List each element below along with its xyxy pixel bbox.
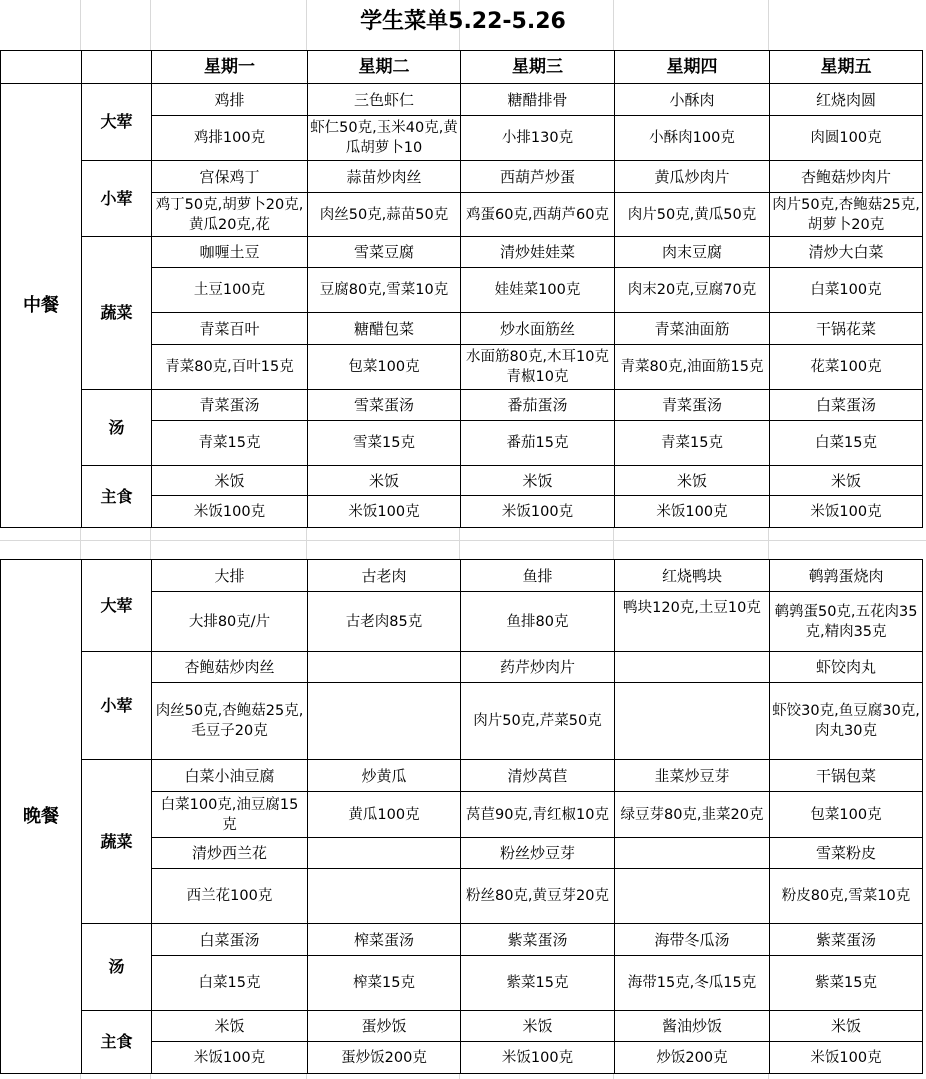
dish-amount: 鸡丁50克,胡萝卜20克,黄瓜20克,花	[152, 193, 308, 237]
dish-amount: 肉片50克,芹菜50克	[461, 683, 615, 760]
dish-name: 雪菜蛋汤	[308, 390, 461, 421]
blank-cell	[1, 51, 82, 84]
dish-name: 鱼排	[461, 560, 615, 592]
dish-amount: 包菜100克	[308, 345, 461, 390]
dish-amount: 大排80克/片	[152, 592, 308, 652]
dish-amount: 米饭100克	[461, 496, 615, 528]
dish-name: 青菜油面筋	[615, 313, 770, 345]
day-header: 星期二	[308, 51, 461, 84]
dish-amount: 米饭100克	[461, 1042, 615, 1074]
dish-name: 糖醋排骨	[461, 84, 615, 116]
dish-amount: 花菜100克	[770, 345, 923, 390]
dish-name: 青菜蛋汤	[615, 390, 770, 421]
category-label: 大荤	[82, 84, 152, 161]
table-row	[1, 652, 923, 683]
table-row	[1, 760, 923, 792]
dish-amount: 番茄15克	[461, 421, 615, 466]
category-label: 小荤	[82, 652, 152, 760]
dish-amount: 青菜15克	[615, 421, 770, 466]
table-row	[1, 161, 923, 193]
dish-amount	[615, 683, 770, 760]
dish-name: 干锅花菜	[770, 313, 923, 345]
dish-name: 糖醋包菜	[308, 313, 461, 345]
dish-name	[308, 652, 461, 683]
dish-name: 番茄蛋汤	[461, 390, 615, 421]
dish-name: 米饭	[152, 466, 308, 496]
dish-amount: 肉丝50克,蒜苗50克	[308, 193, 461, 237]
dish-name: 米饭	[461, 466, 615, 496]
meal-label: 晚餐	[1, 560, 82, 1074]
lunch-menu-table	[0, 50, 923, 528]
dish-name: 清炒大白菜	[770, 237, 923, 268]
dish-name: 青菜百叶	[152, 313, 308, 345]
dish-name: 药芹炒肉片	[461, 652, 615, 683]
dish-name: 海带冬瓜汤	[615, 924, 770, 956]
dish-name: 白菜蛋汤	[770, 390, 923, 421]
dish-amount: 米饭100克	[770, 1042, 923, 1074]
dish-amount: 肉末20克,豆腐70克	[615, 268, 770, 313]
table-row	[1, 84, 923, 116]
dish-amount: 包菜100克	[770, 792, 923, 838]
dish-name: 米饭	[308, 466, 461, 496]
dish-amount: 青菜80克,油面筋15克	[615, 345, 770, 390]
dish-name: 咖喱土豆	[152, 237, 308, 268]
meal-label: 中餐	[1, 84, 82, 528]
dish-amount: 米饭100克	[615, 496, 770, 528]
dish-name: 青菜蛋汤	[152, 390, 308, 421]
dish-amount: 紫菜15克	[461, 956, 615, 1011]
table-row	[1, 466, 923, 496]
dish-name: 三色虾仁	[308, 84, 461, 116]
day-header: 星期五	[770, 51, 923, 84]
dish-name: 清炒娃娃菜	[461, 237, 615, 268]
dish-amount: 土豆100克	[152, 268, 308, 313]
dish-name: 白菜小油豆腐	[152, 760, 308, 792]
dish-amount: 肉片50克,黄瓜50克	[615, 193, 770, 237]
dish-amount: 莴苣90克,青红椒10克	[461, 792, 615, 838]
dish-amount: 娃娃菜100克	[461, 268, 615, 313]
category-label: 蔬菜	[82, 760, 152, 924]
dish-name: 杏鲍菇炒肉片	[770, 161, 923, 193]
dish-amount: 紫菜15克	[770, 956, 923, 1011]
dish-amount: 鸡排100克	[152, 116, 308, 161]
dish-amount: 水面筋80克,木耳10克青椒10克	[461, 345, 615, 390]
dish-amount: 虾饺30克,鱼豆腐30克,肉丸30克	[770, 683, 923, 760]
dish-name: 宫保鸡丁	[152, 161, 308, 193]
dish-amount: 古老肉85克	[308, 592, 461, 652]
page-title: 学生菜单5.22-5.26	[360, 9, 566, 34]
category-label: 主食	[82, 466, 152, 528]
dish-amount: 炒饭200克	[615, 1042, 770, 1074]
dish-name: 米饭	[770, 1011, 923, 1042]
dish-name: 炒水面筋丝	[461, 313, 615, 345]
day-header: 星期三	[461, 51, 615, 84]
dish-name: 清炒西兰花	[152, 838, 308, 869]
grid-line	[0, 540, 926, 541]
dish-name: 白菜蛋汤	[152, 924, 308, 956]
dish-name: 大排	[152, 560, 308, 592]
dish-name: 干锅包菜	[770, 760, 923, 792]
dish-amount: 绿豆芽80克,韭菜20克	[615, 792, 770, 838]
dish-name	[615, 652, 770, 683]
dish-amount	[308, 869, 461, 924]
dish-amount: 西兰花100克	[152, 869, 308, 924]
dish-name: 榨菜蛋汤	[308, 924, 461, 956]
header-row	[1, 51, 923, 84]
dish-name: 黄瓜炒肉片	[615, 161, 770, 193]
dish-amount: 黄瓜100克	[308, 792, 461, 838]
dish-name: 酱油炒饭	[615, 1011, 770, 1042]
dish-amount: 粉丝80克,黄豆芽20克	[461, 869, 615, 924]
dish-name: 肉末豆腐	[615, 237, 770, 268]
dish-name: 粉丝炒豆芽	[461, 838, 615, 869]
dish-name: 米饭	[770, 466, 923, 496]
table-row	[1, 560, 923, 592]
dish-name: 杏鲍菇炒肉丝	[152, 652, 308, 683]
dish-amount: 榨菜15克	[308, 956, 461, 1011]
dish-amount: 青菜80克,百叶15克	[152, 345, 308, 390]
dish-name: 清炒莴苣	[461, 760, 615, 792]
dish-amount: 米饭100克	[152, 1042, 308, 1074]
dish-amount: 鸡蛋60克,西葫芦60克	[461, 193, 615, 237]
dish-name: 红烧鸭块	[615, 560, 770, 592]
category-label: 大荤	[82, 560, 152, 652]
dish-amount: 白菜100克	[770, 268, 923, 313]
dish-amount: 雪菜15克	[308, 421, 461, 466]
table-row	[1, 237, 923, 268]
dish-amount	[308, 683, 461, 760]
dish-amount: 小排130克	[461, 116, 615, 161]
table-row	[1, 390, 923, 421]
dish-amount: 鹌鹑蛋50克,五花肉35克,精肉35克	[770, 592, 923, 652]
dish-name: 紫菜蛋汤	[770, 924, 923, 956]
dish-amount: 白菜15克	[770, 421, 923, 466]
dish-amount: 肉丝50克,杏鲍菇25克,毛豆子20克	[152, 683, 308, 760]
category-label: 小荤	[82, 161, 152, 237]
dish-amount: 米饭100克	[770, 496, 923, 528]
dish-amount: 豆腐80克,雪菜10克	[308, 268, 461, 313]
day-header: 星期一	[152, 51, 308, 84]
table-row	[1, 924, 923, 956]
dish-name: 雪菜豆腐	[308, 237, 461, 268]
dish-amount: 小酥肉100克	[615, 116, 770, 161]
category-label: 主食	[82, 1011, 152, 1074]
dish-name	[308, 838, 461, 869]
dish-name: 鹌鹑蛋烧肉	[770, 560, 923, 592]
day-header: 星期四	[615, 51, 770, 84]
dish-name: 红烧肉圆	[770, 84, 923, 116]
dish-name	[615, 838, 770, 869]
dish-amount: 鱼排80克	[461, 592, 615, 652]
dish-name: 米饭	[615, 466, 770, 496]
dish-amount: 青菜15克	[152, 421, 308, 466]
dish-amount: 粉皮80克,雪菜10克	[770, 869, 923, 924]
blank-cell	[82, 51, 152, 84]
category-label: 汤	[82, 390, 152, 466]
dish-name: 炒黄瓜	[308, 760, 461, 792]
dish-amount: 白菜15克	[152, 956, 308, 1011]
dish-name: 蒜苗炒肉丝	[308, 161, 461, 193]
category-label: 蔬菜	[82, 237, 152, 390]
dish-amount: 海带15克,冬瓜15克	[615, 956, 770, 1011]
dish-name: 虾饺肉丸	[770, 652, 923, 683]
dish-amount	[615, 869, 770, 924]
dish-name: 蛋炒饭	[308, 1011, 461, 1042]
dish-amount: 肉圆100克	[770, 116, 923, 161]
dish-name: 古老肉	[308, 560, 461, 592]
dish-name: 鸡排	[152, 84, 308, 116]
dish-name: 米饭	[461, 1011, 615, 1042]
dish-amount: 白菜100克,油豆腐15克	[152, 792, 308, 838]
dish-amount: 蛋炒饭200克	[308, 1042, 461, 1074]
category-label: 汤	[82, 924, 152, 1011]
dish-amount: 鸭块120克,土豆10克	[615, 592, 770, 652]
dish-name: 韭菜炒豆芽	[615, 760, 770, 792]
dish-amount: 米饭100克	[152, 496, 308, 528]
dish-amount: 米饭100克	[308, 496, 461, 528]
dinner-menu-table	[0, 559, 923, 1074]
dish-name: 雪菜粉皮	[770, 838, 923, 869]
dish-amount: 虾仁50克,玉米40克,黄瓜胡萝卜10	[308, 116, 461, 161]
dish-name: 西葫芦炒蛋	[461, 161, 615, 193]
dish-amount: 肉片50克,杏鲍菇25克,胡萝卜20克	[770, 193, 923, 237]
dish-name: 米饭	[152, 1011, 308, 1042]
dish-name: 紫菜蛋汤	[461, 924, 615, 956]
table-row	[1, 1011, 923, 1042]
dish-name: 小酥肉	[615, 84, 770, 116]
